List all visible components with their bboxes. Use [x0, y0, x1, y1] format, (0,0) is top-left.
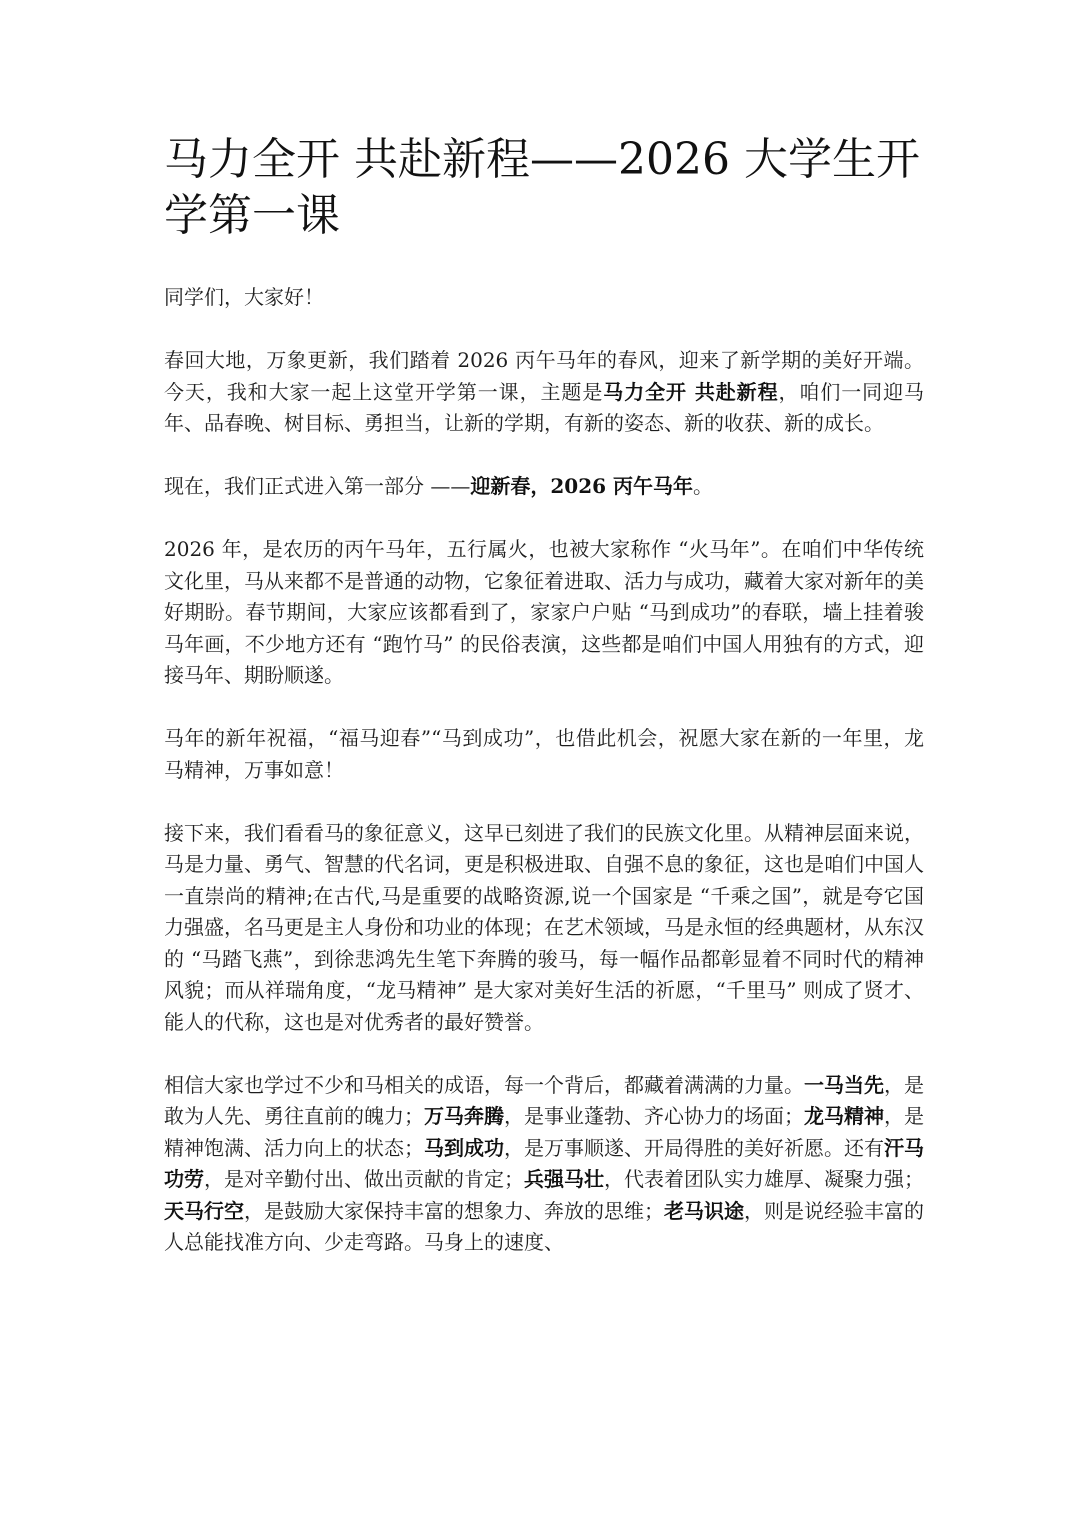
bold-phrase: 龙马精神	[804, 1104, 884, 1128]
text-run: 马年的新年祝福，“福马迎春”“马到成功”，也借此机会，祝愿大家在新的一年里，龙马精神，万事如意！	[164, 726, 924, 782]
text-run: 接下来，我们看看马的象征意义，这早已刻进了我们的民族文化里。从精神层面来说，马是力量、勇气、智慧的代名词，更是积极进取、自强不息的象征，这也是咱们中国人一直崇尚的精神;在古代,马是重要的战略资源,说一个国家是 “千乘之国”，就是夸它国力强盛，名马更是主人身份和功业的体现；在艺术领域，马是永恒的经典题材，从东汉的 “马踏飞燕”，到徐悲鸿先生笔下奔腾的骏马，每一幅作品都彰显着不同时代的精神风貌；而从祥瑞角度，“龙马精神” 是大家对美好生活的祈愿，“千里马” 则成了贤才、能人的代称，这也是对优秀者的最好赞誉。	[164, 820, 924, 1034]
text-run: 现在，我们正式进入第一部分 ——	[164, 474, 471, 498]
bold-phrase: 老马识途	[664, 1198, 744, 1223]
paragraph	[164, 345, 924, 440]
bold-phrase: 马到成功	[424, 1135, 504, 1160]
document-title: 马力全开 共赴新程——2026 大学生开学第一课	[164, 134, 920, 241]
bold-phrase: 一马当先	[804, 1072, 884, 1097]
paragraph	[164, 471, 924, 503]
text-run: 相信大家也学过不少和马相关的成语，每一个背后，都藏着满满的力量。	[164, 1072, 804, 1097]
bold-phrase: 汗马功劳	[164, 1135, 924, 1191]
paragraph	[164, 534, 924, 692]
text-run: ，咱们一同迎马年、品春晚、树目标、勇担当，让新的学期，有新的姿态、新的收获、新的成长。	[164, 379, 925, 435]
text-run: ，是鼓励大家保持丰富的想象力、奔放的思维；	[244, 1198, 664, 1223]
text-run: ，是万事顺遂、开局得胜的美好祈愿。还有	[504, 1135, 884, 1160]
text-run: 春回大地，万象更新，我们踏着 2026 丙午马年的春风，迎来了新学期的美好开端。今天，我和大家一起上这堂开学第一课，主题是	[164, 348, 924, 404]
bold-phrase: 马力全开 共赴新程	[603, 379, 779, 404]
paragraph	[164, 1070, 924, 1259]
bold-phrase: 兵强马壮	[524, 1167, 604, 1191]
text-run: ，是敢为人先、勇往直前的魄力；	[164, 1072, 924, 1128]
text-run: ，是对辛勤付出、做出贡献的肯定；	[204, 1167, 524, 1191]
text-run: 2026 年，是农历的丙午马年，五行属火，也被大家称作 “火马年”。在咱们中华传统文化里，马从来都不是普通的动物，它象征着进取、活力与成功，藏着大家对新年的美好期盼。春节期间，大家应该都看到了，家家户户贴 “马到成功”的春联，墙上挂着骏马年画，不少地方还有 “跑竹马” 的民俗表演，这些都是咱们中国人用独有的方式，迎接马年、期盼顺遂。	[164, 537, 924, 687]
text-run: ，是精神饱满、活力向上的状态；	[164, 1104, 924, 1160]
bold-phrase: 万马奔腾	[424, 1104, 504, 1128]
bold-phrase: 迎新春，2026 丙午马年	[470, 474, 693, 498]
paragraph	[164, 282, 924, 314]
text-run: ，是事业蓬勃、齐心协力的场面；	[504, 1104, 804, 1128]
text-run: ，代表着团队实力雄厚、凝聚力强；	[604, 1167, 924, 1191]
document-body	[164, 282, 924, 1290]
bold-phrase: 天马行空	[164, 1198, 244, 1223]
paragraph	[164, 818, 924, 1039]
paragraph	[164, 723, 924, 786]
text-run: 。	[693, 474, 713, 498]
text-run: 同学们，大家好！	[164, 285, 324, 309]
text-run: ，则是说经验丰富的人总能找准方向、少走弯路。马身上的速度、	[164, 1198, 924, 1254]
